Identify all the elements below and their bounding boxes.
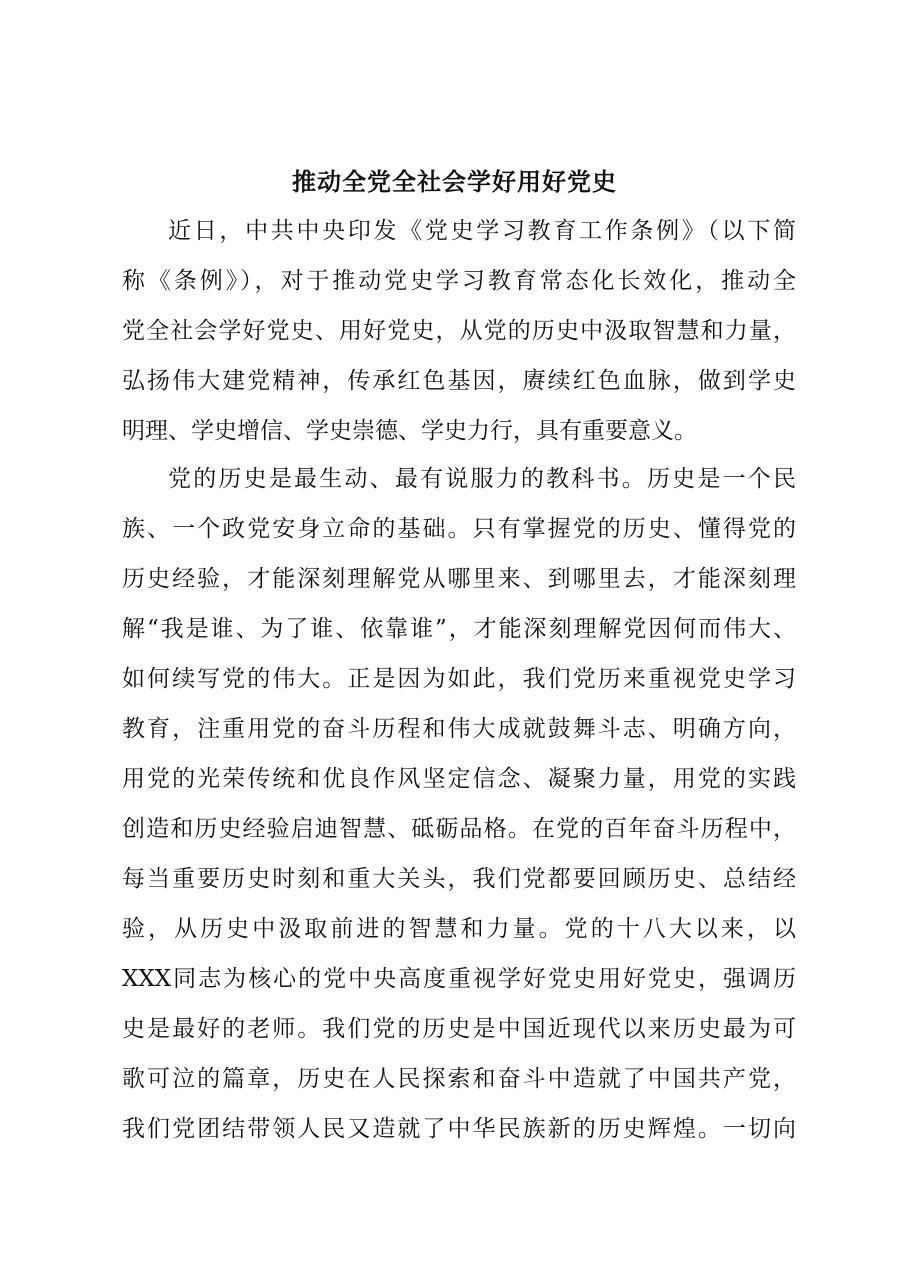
paragraph-line: 称《条例》），对于推动党史学习教育常态化长效化，推动全 (122, 268, 796, 294)
document-title: 推动全党全社会学好用好党史 (292, 167, 617, 196)
paragraph-line: 解“我是谁、为了谁、依靠谁”，才能深刻理解党因何而伟大、 (122, 616, 796, 642)
paragraph-line: 我们党团结带领人民又造就了中华民族新的历史辉煌。一切向 (122, 1116, 796, 1142)
paragraph-line: 用党的光荣传统和优良作风坚定信念、凝聚力量，用党的实践 (122, 766, 796, 792)
paragraph-line: 每当重要历史时刻和重大关头，我们党都要回顾历史、总结经 (122, 866, 796, 892)
paragraph-line: 党的历史是最生动、最有说服力的教科书。历史是一个民 (168, 466, 796, 492)
paragraph-line: 族、一个政党安身立命的基础。只有掌握党的历史、懂得党的 (122, 516, 796, 542)
paragraph-line: 近日，中共中央印发《党史学习教育工作条例》（以下简 (168, 218, 796, 244)
paragraph-line: 党全社会学好党史、用好党史，从党的历史中汲取智慧和力量， (122, 318, 796, 344)
paragraph-line: 弘扬伟大建党精神，传承红色基因，赓续红色血脉，做到学史 (122, 368, 796, 394)
paragraph-line: XXX同志为核心的党中央高度重视学好党史用好党史，强调历 (122, 966, 796, 992)
paragraph-line: 验，从历史中汲取前进的智慧和力量。党的十八大以来，以 (122, 916, 796, 942)
paragraph-line: 史是最好的老师。我们党的历史是中国近现代以来历史最为可 (122, 1016, 796, 1042)
paragraph-line: 历史经验，才能深刻理解党从哪里来、到哪里去，才能深刻理 (122, 566, 796, 592)
paragraph-line: 如何续写党的伟大。正是因为如此，我们党历来重视党史学习 (122, 666, 796, 692)
paragraph-line: 歌可泣的篇章，历史在人民探索和奋斗中造就了中国共产党， (122, 1066, 796, 1092)
paragraph-line: 明理、学史增信、学史崇德、学史力行，具有重要意义。 (122, 418, 697, 444)
paragraph-line: 教育，注重用党的奋斗历程和伟大成就鼓舞斗志、明确方向， (122, 716, 796, 742)
paragraph-line: 创造和历史经验启迪智慧、砥砺品格。在党的百年奋斗历程中， (122, 816, 796, 842)
